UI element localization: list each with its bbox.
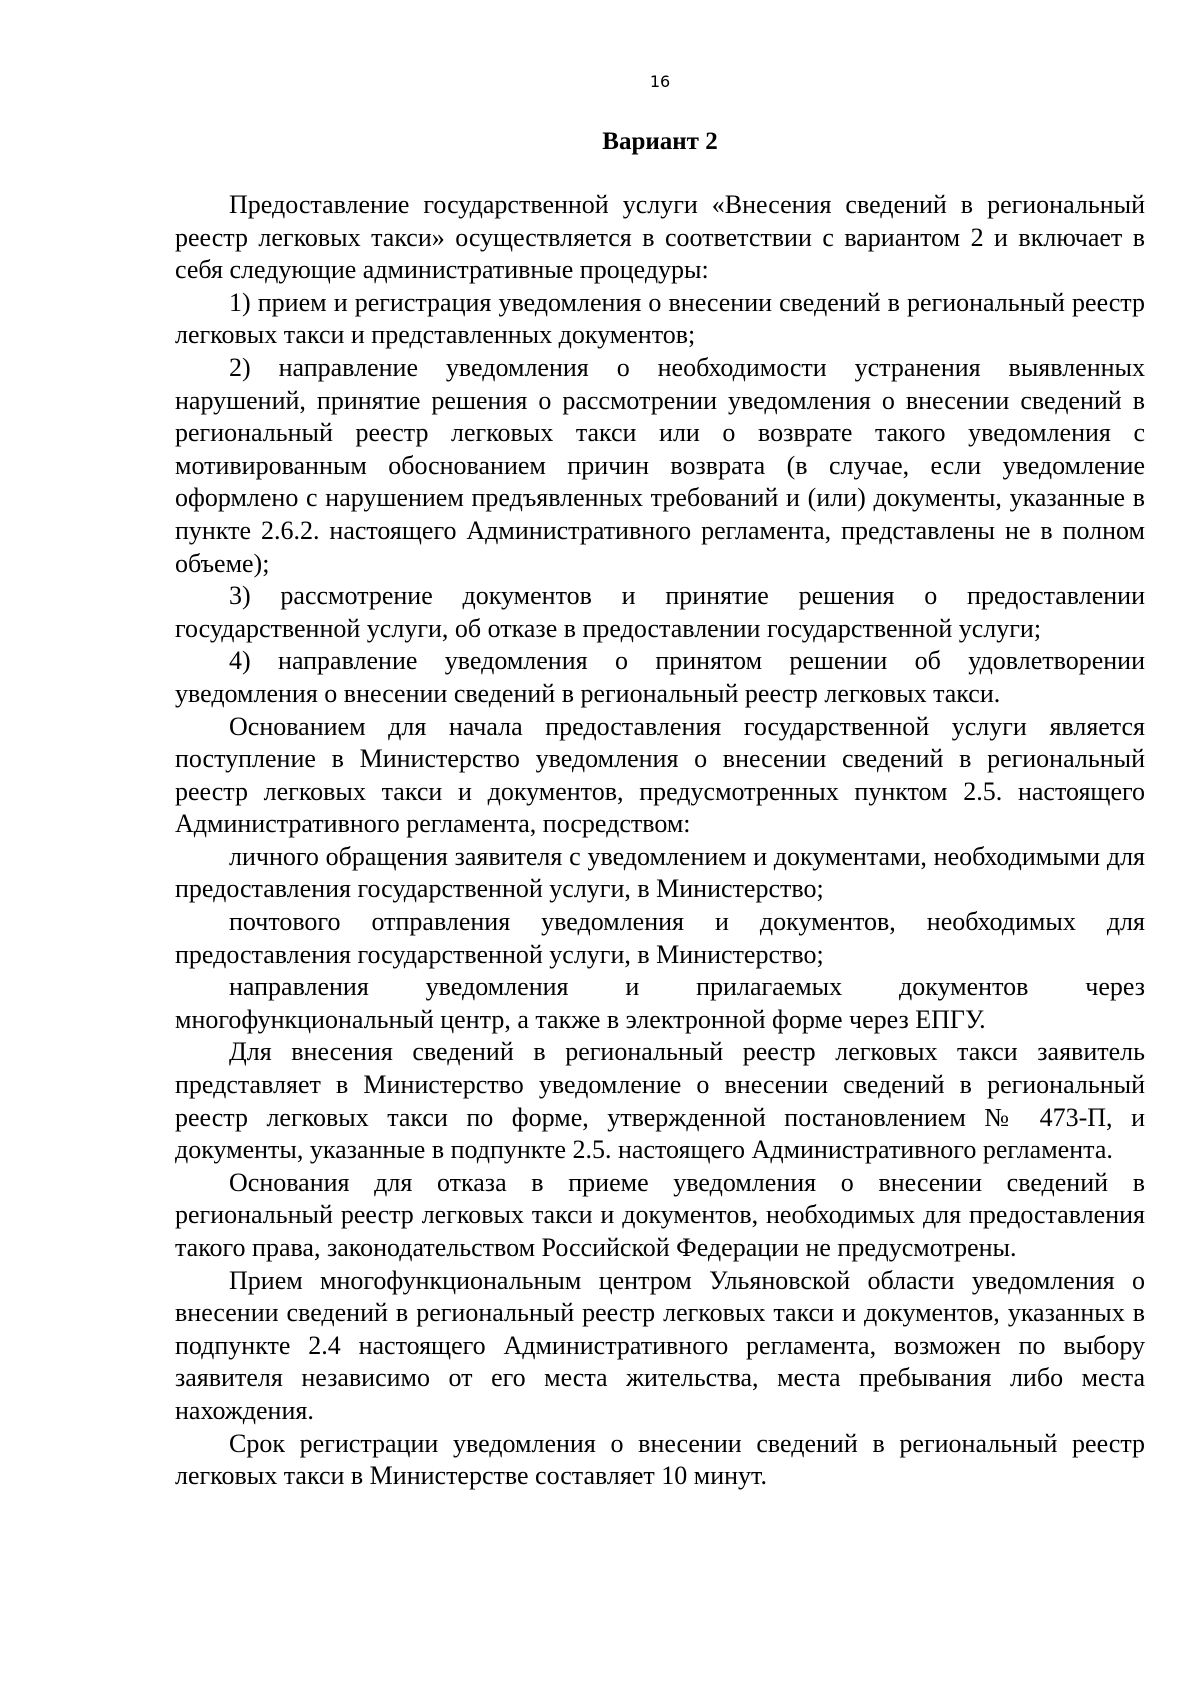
paragraph: почтового отправления уведомления и документов, необходимых для предоставления государственной услуги, в Министерство; <box>175 907 1145 969</box>
paragraph: Прием многофункциональным центром Ульяновской области уведомления о внесении сведений в региональный реестр легковых такси и документов, указанных в подпункте 2.4 настоящего Административного регламента, возможен по выбору заявителя независимо от его места жительства, места пребывания либо места нахождения. <box>175 1265 1145 1425</box>
paragraph: 4) направление уведомления о принятом решении об удовлетворении уведомления о внесении сведений в региональный реестр легковых такси. <box>175 646 1145 708</box>
page-number: 16 <box>649 72 671 91</box>
section-title: Вариант 2 <box>602 128 718 155</box>
paragraph: личного обращения заявителя с уведомлением и документами, необходимыми для предоставления государственной услуги, в Министерство; <box>175 841 1145 904</box>
paragraph: Основания для отказа в приеме уведомления о внесении сведений в региональный реестр легковых такси и документов, необходимых для предоставления такого права, законодательством Российской Федерации не предусмотрены. <box>175 1167 1145 1262</box>
paragraph: Предоставление государственной услуги «Внесения сведений в региональный реестр легковых такси» осуществляется в соответствии с вариантом 2 и включает в себя следующие административные процедуры: <box>175 190 1145 285</box>
paragraph: Для внесения сведений в региональный реестр легковых такси заявитель представляет в Министерство уведомление о внесении сведений в региональный реестр легковых такси по форме, утвержденной постановлением № 473-П, и документы, указанные в подпункте 2.5. настоящего Административного регламента. <box>175 1037 1145 1165</box>
paragraph: 3) рассмотрение документов и принятие решения о предоставлении государственной услуги, об отказе в предоставлении государственной услуги; <box>175 581 1145 643</box>
paragraph: 2) направление уведомления о необходимости устранения выявленных нарушений, принятие решения о рассмотрении уведомления о внесении сведений в региональный реестр легковых такси или о возврате такого уведомления с мотивированным обоснованием причин возврата (в случае, если уведомление оформлено с нарушением предъявленных требований и (или) документы, указанные в пункте 2.6.2. настоящего Административного регламента, представлены не в полном объеме); <box>175 352 1145 578</box>
paragraph: 1) прием и регистрация уведомления о внесении сведений в региональный реестр легковых такси и представленных документов; <box>175 287 1145 350</box>
document-body <box>175 189 1145 1493</box>
paragraph: Срок регистрации уведомления о внесении сведений в региональный реестр легковых такси в Министерстве составляет 10 минут. <box>175 1428 1145 1491</box>
paragraph: Основанием для начала предоставления государственной услуги является поступление в Министерство уведомления о внесении сведений в региональный реестр легковых такси и документов, предусмотренных пунктом 2.5. настоящего Административного регламента, посредством: <box>175 711 1145 839</box>
paragraph: направления уведомления и прилагаемых документов через многофункциональный центр, а также в электронной форме через ЕПГУ. <box>175 972 1145 1034</box>
